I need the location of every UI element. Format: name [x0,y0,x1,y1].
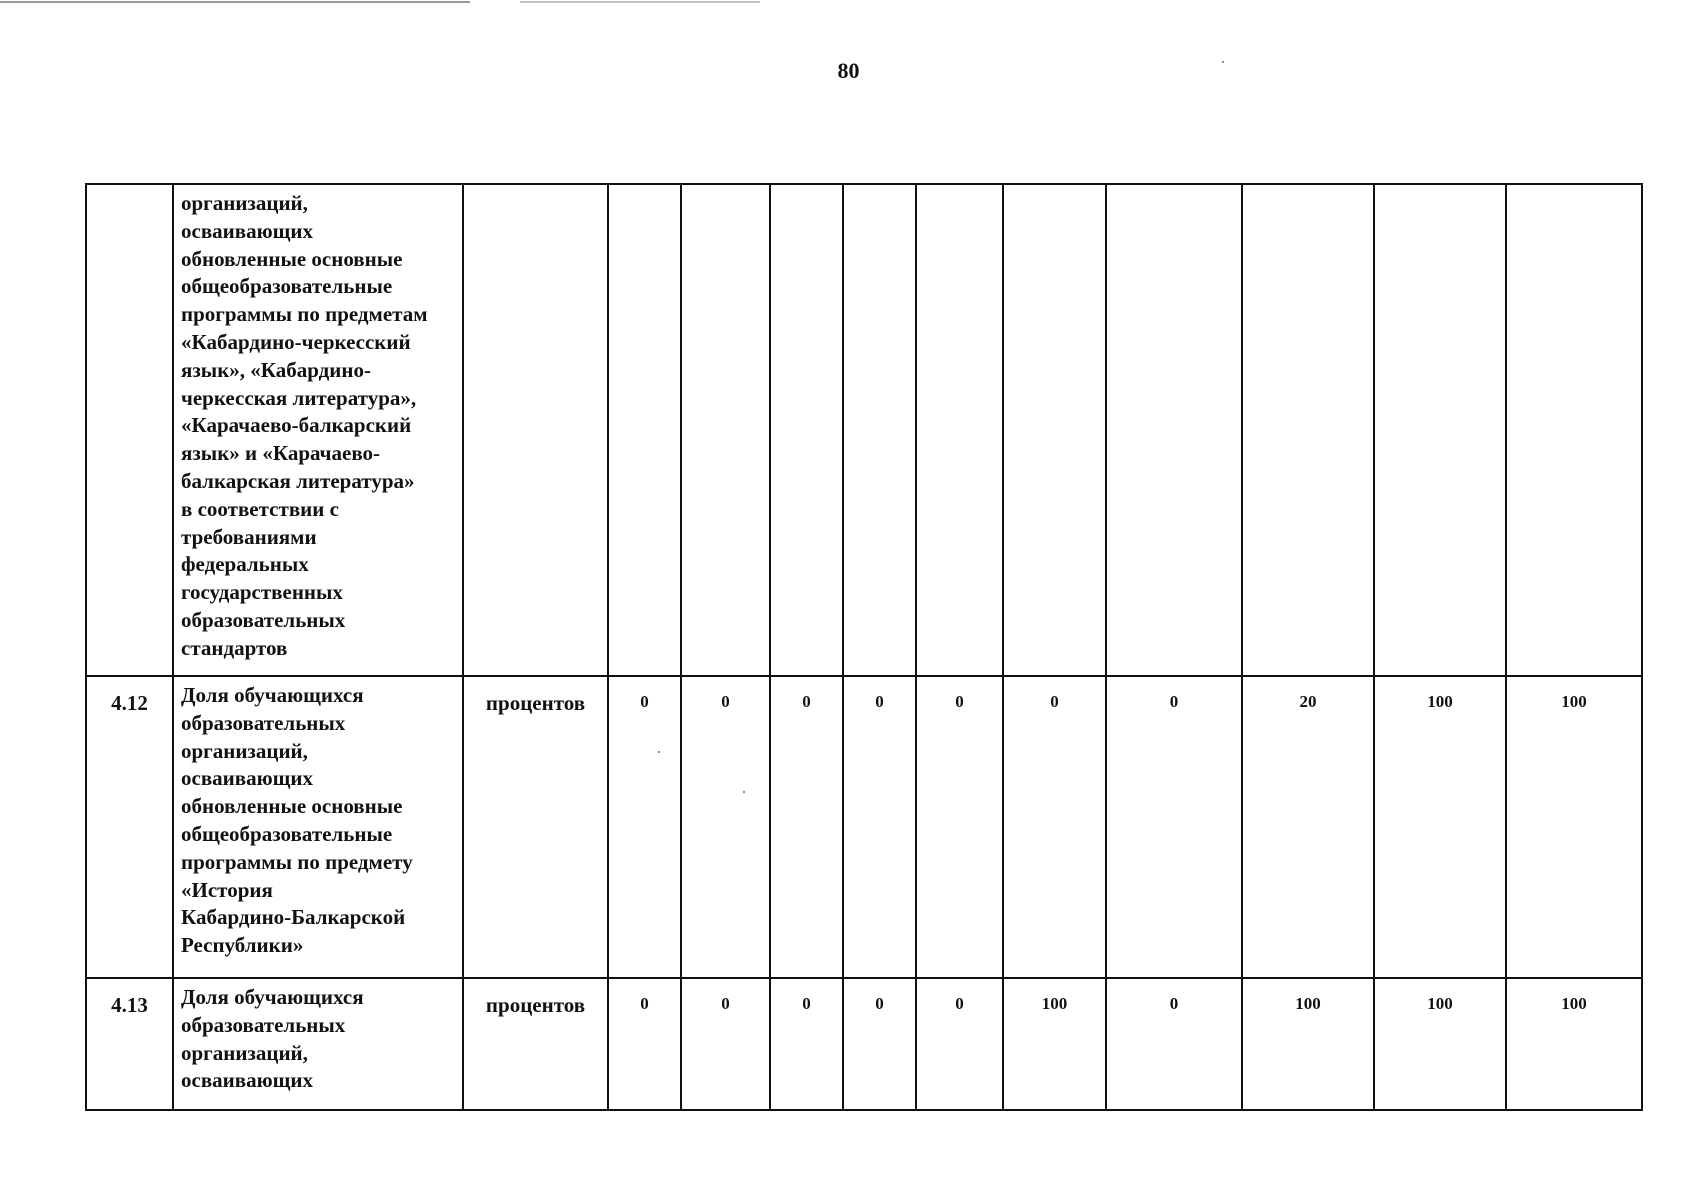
unit-of-measure: процентов [463,978,608,1110]
indicator-name-line: Доля обучающихся [181,985,364,1009]
value-cell [681,184,770,676]
value-cell: 0 [608,978,681,1110]
indicator-name-line: «Кабардино-черкесский [181,329,411,354]
indicator-name-line: Республики» [181,933,304,958]
value-cell [1242,184,1374,676]
value-cell: 0 [916,978,1003,1110]
indicator-name-line: федеральных [181,552,309,577]
value-cell: 0 [770,978,843,1110]
scan-speck [743,791,745,793]
value-cell [1374,184,1506,676]
unit-of-measure: процентов [463,676,608,978]
value-cell: 100 [1242,978,1374,1110]
value-cell: 0 [1106,978,1242,1110]
table-row [86,978,1642,1110]
indicator-name-line: язык» и «Карачаево- [181,441,381,466]
indicator-name-line: Доля обучающихся [181,683,364,707]
page-number: 80 [837,58,860,83]
indicator-name-line: осваивающих [181,1068,313,1093]
value-cell: 0 [681,676,770,978]
scan-top-edge-line [0,1,1000,3]
unit-of-measure [463,184,608,676]
indicator-name-line: в соответствии с [181,496,339,521]
indicator-name-line: организаций, [181,1040,308,1065]
indicator-name-line: образовательных [181,710,346,735]
value-cell [770,184,843,676]
row-number: 4.13 [86,978,173,1110]
indicator-table [85,183,1643,1111]
value-cell [843,184,916,676]
indicator-name-line: Кабардино-Балкарской [181,905,406,930]
indicator-name-line: государственных [181,580,343,605]
value-cell: 20 [1242,676,1374,978]
value-cell [1106,184,1242,676]
indicator-name [173,676,463,978]
indicator-name-line: организаций, [181,191,308,215]
value-cell: 0 [843,676,916,978]
indicator-name-line: язык», «Кабардино- [181,357,371,382]
value-cell: 0 [681,978,770,1110]
indicator-name-line: осваивающих [181,218,313,243]
indicator-name-line: стандартов [181,635,288,660]
value-cell [608,184,681,676]
scan-speck [1222,61,1224,63]
value-cell: 100 [1374,676,1506,978]
indicator-name-line: образовательных [181,1012,346,1037]
indicator-name-line: программы по предмету [181,849,413,874]
value-cell: 100 [1374,978,1506,1110]
table-row [86,676,1642,978]
indicator-name-line: «Карачаево-балкарский [181,413,412,438]
value-cell: 100 [1003,978,1106,1110]
value-cell: 0 [1003,676,1106,978]
indicator-name-line: обновленные основные [181,246,403,271]
value-cell [916,184,1003,676]
indicator-name-line: общеобразовательные [181,821,393,846]
row-number [86,184,173,676]
indicator-name-line: программы по предметам [181,302,428,327]
value-cell: 0 [770,676,843,978]
value-cell: 0 [916,676,1003,978]
value-cell: 0 [843,978,916,1110]
indicator-name-line: образовательных [181,607,346,632]
value-cell [1506,184,1642,676]
indicator-name-line: обновленные основные [181,794,403,819]
indicator-name-line: балкарская литература» [181,468,415,493]
indicator-name-line: требованиями [181,524,317,549]
indicator-name-line: «История [181,877,273,902]
indicator-name-line: организаций, [181,738,308,763]
scan-speck [658,751,660,753]
value-cell [1003,184,1106,676]
value-cell: 100 [1506,676,1642,978]
indicator-name-line: черкесская литература», [181,385,417,410]
table-row [86,184,1642,676]
value-cell: 0 [1106,676,1242,978]
row-number: 4.12 [86,676,173,978]
indicator-name-line: общеобразовательные [181,274,393,299]
value-cell: 0 [608,676,681,978]
indicator-name [173,978,463,1110]
indicator-name-line: осваивающих [181,766,313,791]
indicator-name [173,184,463,676]
value-cell: 100 [1506,978,1642,1110]
